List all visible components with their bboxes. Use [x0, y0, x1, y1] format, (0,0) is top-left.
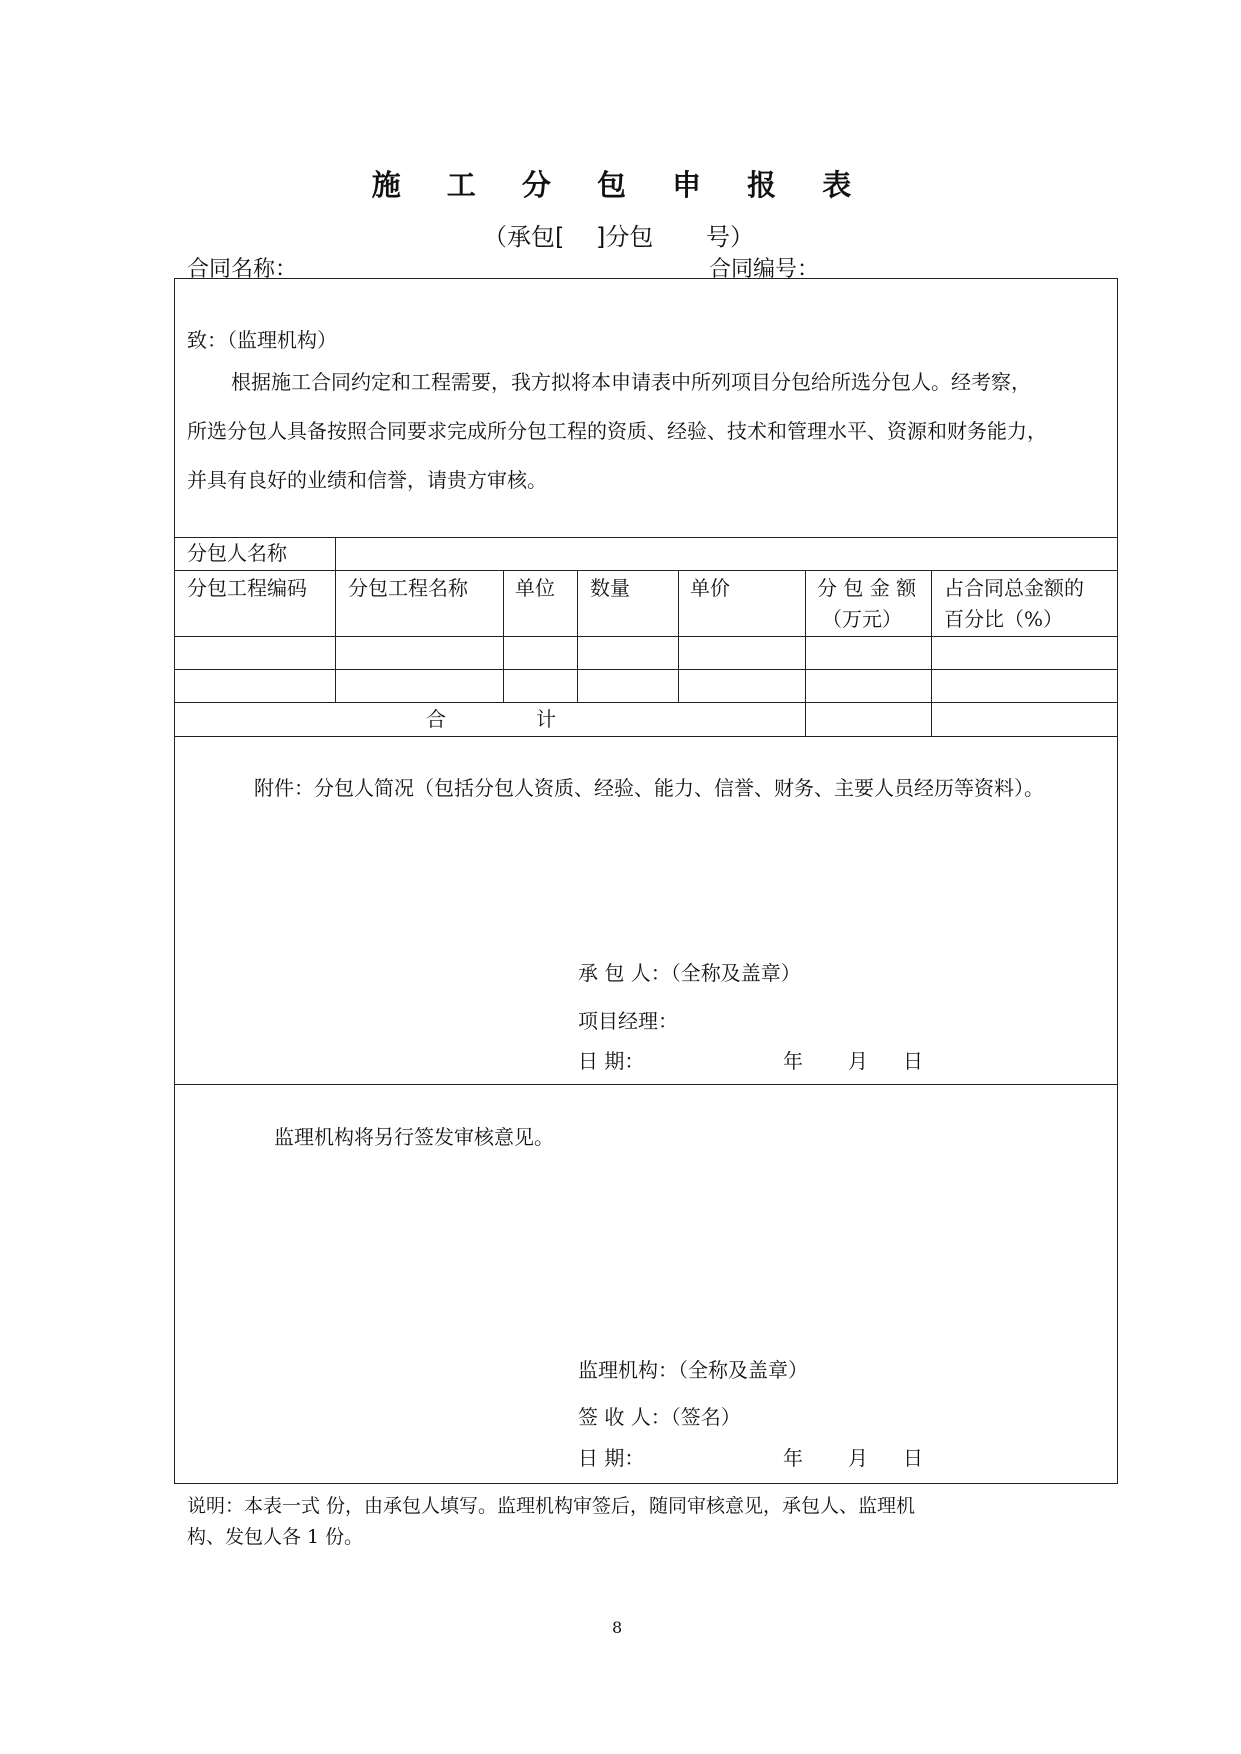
total-label-2: 计 [536, 707, 556, 731]
header-percent: 占合同总金额的 [944, 576, 1084, 600]
note-line-1: 说明：本表一式 份，由承包人填写。监理机构审签后，随同审核意见，承包人、监理机 [187, 1495, 916, 1517]
contractor-label: 承 包 人：（全称及盖章） [578, 961, 801, 985]
contract-name-label: 合同名称： [187, 257, 298, 282]
receiver-label: 签 收 人：（签名） [578, 1405, 741, 1429]
body-line-3: 并具有良好的业绩和信誉，请贵方审核。 [187, 468, 547, 492]
table-col-line [503, 570, 504, 702]
subcontractor-name-label: 分包人名称 [187, 541, 287, 565]
table-col-line [931, 570, 932, 736]
supervisor-org-label: 监理机构：（全称及盖章） [578, 1358, 808, 1382]
header-amount: 分 包 金 额 [817, 576, 917, 600]
contractor-year: 年 [783, 1049, 803, 1073]
table-line [174, 736, 1118, 737]
header-quantity: 数量 [590, 576, 630, 600]
supervisor-opinion: 监理机构将另行签发审核意见。 [274, 1125, 554, 1149]
header-amount-unit: （万元） [822, 607, 902, 631]
header-percent-2: 百分比（%） [944, 607, 1064, 631]
contract-no-label: 合同编号： [709, 257, 820, 282]
table-line [174, 702, 1118, 703]
table-col-line [577, 570, 578, 702]
header-code: 分包工程编码 [187, 576, 307, 600]
supervisor-day: 日 [903, 1446, 923, 1470]
table-line [174, 570, 1118, 571]
contractor-date-label: 日 期： [578, 1049, 645, 1073]
subtitle-suffix: 号） [706, 223, 754, 251]
table-top-line [174, 537, 1118, 538]
table-line [174, 636, 1118, 637]
page-title: 施 工 分 包 申 报 表 [371, 168, 870, 202]
body-line-1: 根据施工合同约定和工程需要，我方拟将本申请表中所列项目分包给所选分包人。经考察， [231, 370, 1031, 394]
page-number: 8 [612, 1618, 623, 1637]
header-unit: 单位 [515, 576, 555, 600]
table-col-line [805, 570, 806, 736]
contractor-day: 日 [903, 1049, 923, 1073]
header-unit-price: 单价 [690, 576, 730, 600]
contractor-month: 月 [848, 1049, 868, 1073]
supervisor-month: 月 [848, 1446, 868, 1470]
note-line-2: 构、发包人各 1 份。 [187, 1526, 364, 1548]
supervisor-date-label: 日 期： [578, 1446, 645, 1470]
subtitle-prefix: （承包[ [483, 223, 565, 251]
to-line: 致：（监理机构） [187, 328, 337, 352]
project-manager-label: 项目经理： [578, 1009, 678, 1033]
header-name: 分包工程名称 [348, 576, 468, 600]
total-label-1: 合 [426, 707, 446, 731]
table-col-line [678, 570, 679, 702]
supervisor-year: 年 [783, 1446, 803, 1470]
subtitle-middle: ]分包 [596, 223, 654, 251]
section-divider [174, 1084, 1118, 1085]
body-line-2: 所选分包人具备按照合同要求完成所分包工程的资质、经验、技术和管理水平、资源和财务能力， [187, 419, 1047, 443]
table-col-line [335, 537, 336, 702]
table-line [174, 669, 1118, 670]
attachment-note: 附件：分包人简况（包括分包人资质、经验、能力、信誉、财务、主要人员经历等资料）。 [254, 776, 1044, 800]
